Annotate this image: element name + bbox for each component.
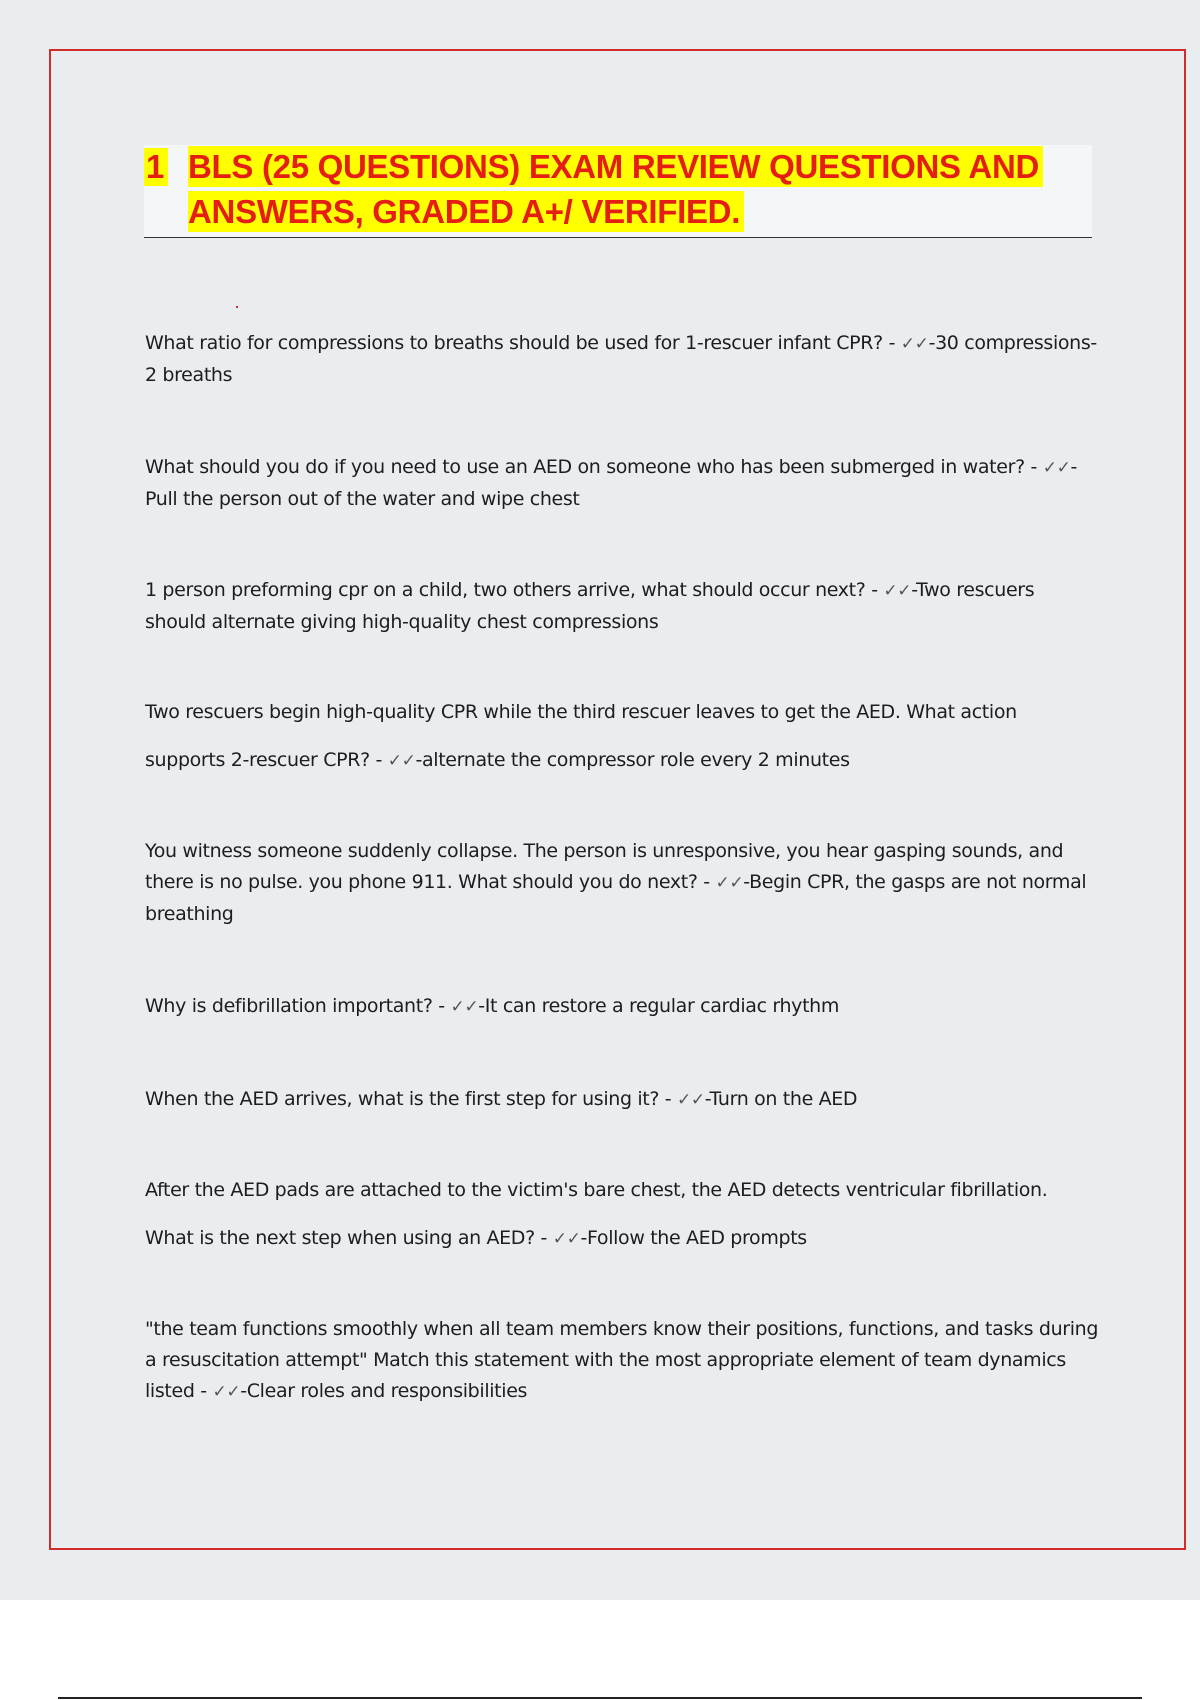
check-check-icon: ✓✓ (552, 1229, 581, 1249)
answer-text: -Clear roles and responsibilities (240, 1380, 528, 1402)
check-check-icon: ✓✓ (450, 997, 479, 1017)
qa-item-3 (145, 575, 1100, 638)
answer-text: -Begin CPR, the gasps are not normal breathing (145, 871, 1087, 925)
heading-line-1: BLS (25 QUESTIONS) EXAM REVIEW QUESTIONS AND (188, 146, 1043, 187)
question-text: 1 person preforming cpr on a child, two others arrive, what should occur next? - (145, 579, 884, 601)
question-text: What should you do if you need to use an AED on someone who has been submerged in water? - (145, 456, 1043, 478)
qa-item-7 (145, 1084, 1100, 1116)
answer-text: -Follow the AED prompts (580, 1227, 807, 1249)
answer-text: - Pull the person out of the water and wipe chest (145, 456, 1077, 510)
question-text: Two rescuers begin high-quality CPR while the third rescuer leaves to get the AED. What action supports 2-rescuer CPR? - (145, 701, 1017, 771)
qa-item-2 (145, 452, 1100, 515)
qa-item-5 (145, 836, 1100, 930)
check-check-icon: ✓✓ (677, 1090, 705, 1110)
answer-text: -Two rescuers should alternate giving high-quality chest compressions (145, 579, 1035, 633)
answer-text: -30 compressions-2 breaths (145, 332, 1097, 386)
heading-line-2: ANSWERS, GRADED A+/ VERIFIED. (188, 191, 744, 232)
qa-item-4 (145, 688, 1100, 785)
answer-text: -alternate the compressor role every 2 minutes (415, 749, 850, 771)
answer-text: -Turn on the AED (704, 1088, 858, 1110)
qa-item-9 (145, 1314, 1100, 1408)
question-text: What ratio for compressions to breaths should be used for 1-rescuer infant CPR? - (145, 332, 901, 354)
qa-item-8 (145, 1166, 1100, 1263)
answer-text: -It can restore a regular cardiac rhythm (478, 995, 840, 1017)
check-check-icon: ✓✓ (387, 751, 416, 771)
question-text: After the AED pads are attached to the victim's bare chest, the AED detects ventricular fibrillation. What is the next step when using an AED? - (145, 1179, 1048, 1249)
qa-item-6 (145, 991, 1100, 1023)
check-check-icon: ✓✓ (715, 873, 744, 893)
qa-item-1 (145, 328, 1100, 391)
stray-mark (236, 306, 238, 308)
question-text: When the AED arrives, what is the first step for using it? - (145, 1088, 677, 1110)
heading-number: 1 (144, 148, 168, 186)
check-check-icon: ✓✓ (883, 581, 912, 601)
question-text: Why is defibrillation important? - (145, 995, 451, 1017)
check-check-icon: ✓✓ (212, 1382, 241, 1402)
check-check-icon: ✓✓ (1042, 458, 1071, 478)
check-check-icon: ✓✓ (900, 334, 929, 354)
question-text: You witness someone suddenly collapse. The person is unresponsive, you hear gasping sounds, and there is no pulse. you phone 911. What should you do next? - (145, 840, 1064, 893)
question-text: "the team functions smoothly when all team members know their positions, functions, and tasks during a resuscitation attempt" Match this statement with the most appropriate element of team dynamics listed - (145, 1318, 1099, 1402)
footer-divider (58, 1697, 1142, 1699)
